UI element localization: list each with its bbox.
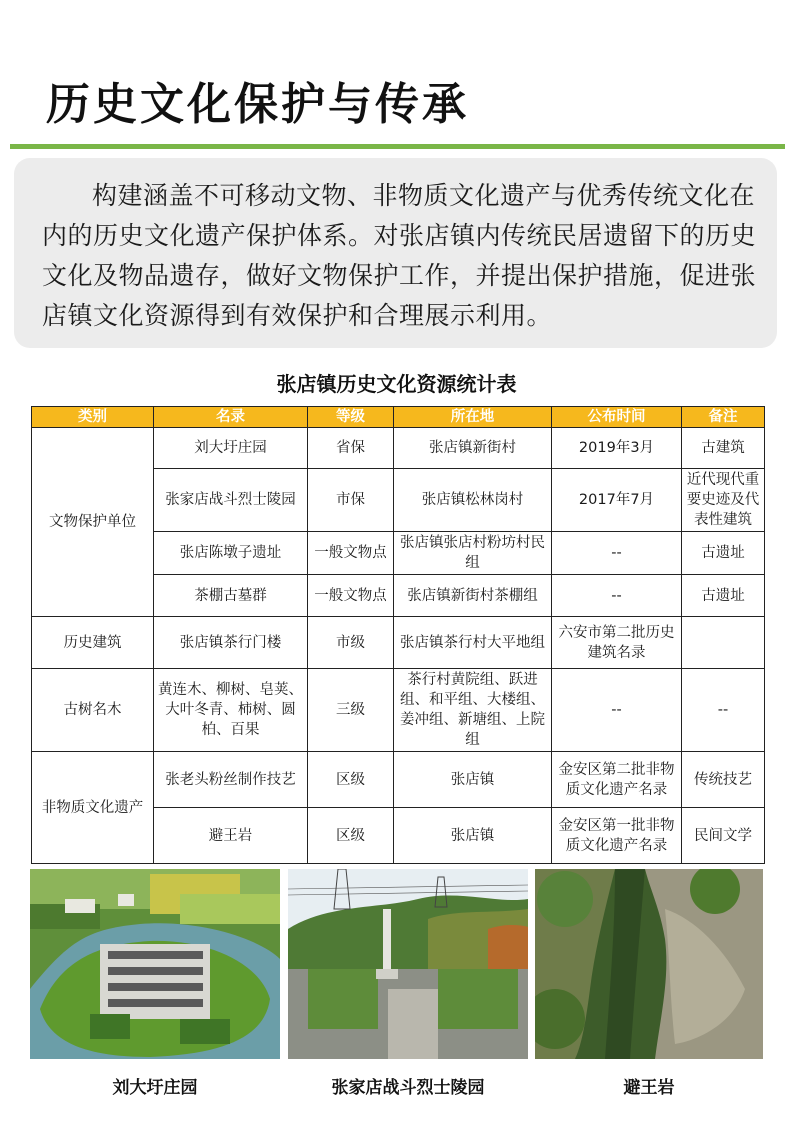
level-cell: 市级 — [308, 617, 394, 669]
header-level: 等级 — [308, 407, 394, 428]
location-cell: 张店镇茶行村大平地组 — [394, 617, 552, 669]
location-cell: 张店镇新街村 — [394, 428, 552, 469]
table-row — [32, 752, 765, 808]
name-cell: 张老头粉丝制作技艺 — [154, 752, 308, 808]
note-cell: -- — [682, 669, 765, 752]
level-cell: 一般文物点 — [308, 532, 394, 575]
location-cell: 张店镇 — [394, 752, 552, 808]
table-row — [32, 428, 765, 469]
date-cell: -- — [552, 575, 682, 617]
level-cell: 区级 — [308, 752, 394, 808]
date-cell: 2019年3月 — [552, 428, 682, 469]
name-cell: 避王岩 — [154, 808, 308, 864]
photo-caption-cliff: 避王岩 — [623, 1078, 675, 1098]
header-date: 公布时间 — [552, 407, 682, 428]
category-cell: 古树名木 — [32, 669, 154, 752]
name-cell: 黄连木、柳树、皂荚、大叶冬青、柿树、圆柏、百果 — [154, 669, 308, 752]
location-cell: 张店镇 — [394, 808, 552, 864]
level-cell: 一般文物点 — [308, 575, 394, 617]
location-cell: 张店镇张店村粉坊村民组 — [394, 532, 552, 575]
category-cell: 文物保护单位 — [32, 428, 154, 617]
note-cell: 传统技艺 — [682, 752, 765, 808]
table-header-row — [32, 407, 765, 428]
intro-box — [14, 158, 777, 348]
cliff-gorge-photo — [535, 869, 763, 1059]
table-row — [32, 617, 765, 669]
name-cell: 张家店战斗烈士陵园 — [154, 469, 308, 532]
note-cell: 民间文学 — [682, 808, 765, 864]
table-title: 张店镇历史文化资源统计表 — [276, 372, 517, 396]
header-note: 备注 — [682, 407, 765, 428]
heritage-statistics-table — [31, 406, 765, 864]
note-cell: 古遗址 — [682, 575, 765, 617]
note-cell: 古建筑 — [682, 428, 765, 469]
intro-paragraph: 构建涵盖不可移动文物、非物质文化遗产与优秀传统文化在内的历史文化遗产保护体系。对张店镇内传统民居遗留下的历史文化及物品遗存，做好文物保护工作，并提出保护措施，促进张店镇文化资源得到有效保护和合理展示利用。 — [42, 181, 757, 330]
header-name: 名录 — [154, 407, 308, 428]
title-divider — [10, 144, 785, 149]
note-cell: 近代现代重要史迹及代表性建筑 — [682, 469, 765, 532]
date-cell: -- — [552, 669, 682, 752]
location-cell: 张店镇新街村茶棚组 — [394, 575, 552, 617]
category-cell: 非物质文化遗产 — [32, 752, 154, 864]
manor-aerial-photo — [30, 869, 280, 1059]
level-cell: 三级 — [308, 669, 394, 752]
name-cell: 刘大圩庄园 — [154, 428, 308, 469]
header-location: 所在地 — [394, 407, 552, 428]
category-cell: 历史建筑 — [32, 617, 154, 669]
date-cell: -- — [552, 532, 682, 575]
date-cell: 金安区第二批非物质文化遗产名录 — [552, 752, 682, 808]
date-cell: 金安区第一批非物质文化遗产名录 — [552, 808, 682, 864]
photo-caption-cemetery: 张家店战斗烈士陵园 — [331, 1078, 485, 1098]
table-row — [32, 669, 765, 752]
name-cell: 张店陈墩子遗址 — [154, 532, 308, 575]
photo-caption-manor: 刘大圩庄园 — [112, 1078, 198, 1098]
name-cell: 茶棚古墓群 — [154, 575, 308, 617]
location-cell: 茶行村黄院组、跃进组、和平组、大楼组、姜冲组、新塘组、上院组 — [394, 669, 552, 752]
name-cell: 张店镇茶行门楼 — [154, 617, 308, 669]
location-cell: 张店镇松林岗村 — [394, 469, 552, 532]
note-cell: 古遗址 — [682, 532, 765, 575]
page-title: 历史文化保护与传承 — [46, 79, 469, 130]
date-cell: 2017年7月 — [552, 469, 682, 532]
level-cell: 区级 — [308, 808, 394, 864]
level-cell: 市保 — [308, 469, 394, 532]
header-category: 类别 — [32, 407, 154, 428]
date-cell: 六安市第二批历史建筑名录 — [552, 617, 682, 669]
level-cell: 省保 — [308, 428, 394, 469]
cemetery-photo — [288, 869, 528, 1059]
note-cell — [682, 617, 765, 669]
